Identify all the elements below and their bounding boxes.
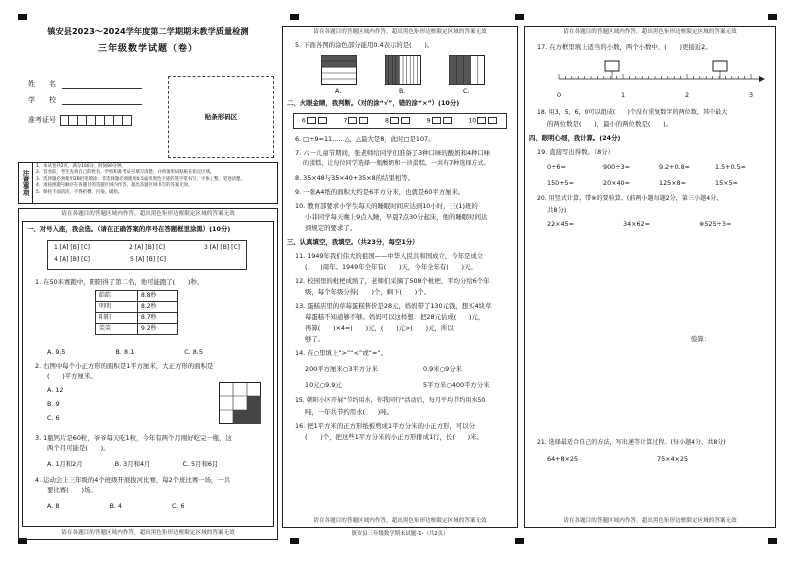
- compare-item[interactable]: 0.9米○9分米: [423, 365, 462, 373]
- school-label: 学 校: [28, 96, 56, 104]
- calc-item: 1.5+0.5=: [715, 163, 747, 171]
- bottom-banner: 请在各题目的答题区域内作答，超出黑色矩形边框限定区域的答案无效: [313, 518, 487, 525]
- judge-number: 8: [385, 117, 389, 125]
- figure-a: [321, 55, 357, 85]
- question-2: 2. 右图中每个小正方形的面积是1平方厘米，大正方形的面积是: [35, 362, 214, 370]
- question-18: 18. 用3，5，6，0可以组成( )个没有重复数字的两位数，其中最大: [537, 109, 728, 116]
- note-1: 1．本试卷共2页，满分100分，时间90分钟。: [36, 164, 126, 169]
- section-2-heading: 二、火眼金睛，我判断。（对的涂“√”，错的涂“×”）(10分): [287, 99, 460, 107]
- question-4-cont: 要比赛( )场。: [47, 486, 97, 494]
- top-banner: 请在各题目的答题区域内作答，超出黑色矩形边框限定区域的答案无效: [563, 29, 737, 35]
- calc-item: 15×5=: [715, 179, 738, 187]
- question-1: 1. 在50米赛跑中，阳阳得了第二名，他可能跑了( )秒。: [35, 278, 204, 286]
- vertical-calc-item: 34×62=: [623, 220, 650, 228]
- top-banner: 请在各题目的答题区域内作答，超出黑色矩形边框限定区域的答案无效: [313, 29, 487, 35]
- column-3: [524, 26, 776, 528]
- question-7-cont: 的蛋糕，让每位同学选择一瓶酸奶和一块蛋糕，一共有7种选择方式。: [303, 160, 490, 167]
- question-12: 12. 校园里的枇杷成熟了，老师们采摘了508个枇杷，平均分给6个年: [295, 277, 490, 285]
- question-14: 14. 在○里填上“>”“<”或“=”。: [295, 349, 388, 357]
- name-field[interactable]: [62, 88, 142, 89]
- section-3-heading: 三、认真填空，我填空。（共23分，每空1分）: [287, 238, 419, 246]
- option-c: C. 6: [172, 502, 185, 510]
- column-1: [18, 26, 278, 537]
- question-16: 16. 把1平方米的正方形纸板剪成1平方分米的小正方形，可以分: [295, 422, 476, 430]
- option-a: A. 9.5: [47, 348, 66, 356]
- question-15: 15. 朝阳小区开展“节约用水，你我同行”活动后，每月平均节约用水50: [295, 397, 486, 404]
- vertical-calc-item: ※525÷3=: [699, 220, 732, 228]
- section-4-heading: 四、眼明心细，我计算。(24分): [529, 134, 621, 142]
- figure-c: [449, 55, 485, 85]
- registration-mark: [18, 14, 27, 20]
- square-figure: [219, 382, 261, 424]
- student-info: [28, 80, 158, 128]
- bottom-banner: 请在各题目的答题区域内作答，超出黑色矩形边框限定区域的答案无效: [61, 530, 235, 537]
- registration-mark: [290, 538, 299, 544]
- question-6: 6. □÷9=11……△，△最大是8，此时□是107。: [295, 135, 435, 143]
- question-13-cont: 莓蛋糕不知道够不够。妈妈可以这样想：把28元估成( )元，: [305, 313, 485, 321]
- question-12-cont: 级，每个年级分得( )个，剩下( )个。: [305, 288, 431, 296]
- tick-label: 2: [685, 91, 690, 99]
- figure-a-label: A.: [335, 87, 342, 95]
- exam-id-label: 准考证号: [28, 115, 56, 124]
- question-4-options: [47, 502, 273, 510]
- compare-item[interactable]: 10元○9.9元: [305, 381, 342, 389]
- figure-b: [385, 55, 421, 85]
- barcode-area: [168, 76, 274, 158]
- calc-row: [547, 163, 775, 171]
- vertical-calc-item: 22×45=: [547, 220, 574, 228]
- registration-mark: [768, 538, 777, 544]
- judge-number: 7: [343, 117, 348, 125]
- choice-row[interactable]: 5 [A] [B] [C]: [130, 256, 166, 263]
- registration-mark: [515, 14, 524, 20]
- question-11: 11. 1949年我们伟大的祖国——中华人民共和国成立，今年是成立: [295, 252, 484, 260]
- question-16-cont: ( )个，把这些1平方分米的小正方形排成1行，长( )米。: [305, 433, 483, 441]
- question-4: 4. 运动会上三年级的4个班级开展拔河比赛，每2个班比赛一场，一共: [35, 476, 231, 484]
- compare-item[interactable]: 5平方米○400平方分米: [423, 381, 490, 389]
- question-10: 10. 教育部要求小学生每天的睡眠时间应达到10小时，三(1)班的: [295, 202, 478, 210]
- judge-number: 6: [301, 117, 306, 125]
- tick-label: 1: [621, 91, 626, 99]
- judge-answer-box[interactable]: [293, 113, 507, 129]
- question-13-cont2: 再算( )×4=( )元，( )元>( )元，所以: [305, 324, 454, 332]
- note-2: 2．答卷前，考生先将自己的姓名、学校和准考证号填写清楚，并将条形码粘贴在指定区域。: [36, 170, 215, 176]
- calc-row: [547, 179, 775, 187]
- question-13-cont3: 够了。: [305, 335, 325, 343]
- bottom-banner: 请在各题目的答题区域内作答，超出黑色矩形边框限定区域的答案无效: [563, 518, 737, 525]
- exam-title: 镇安县2023～2024学年度第二学期期末教学质量检测: [47, 26, 249, 36]
- registration-mark: [515, 538, 524, 544]
- option-b: B. 4: [109, 502, 122, 510]
- note-5: 5．保持卡面清洁，不得折叠、污染、破损。: [36, 189, 123, 195]
- tick-label: 3: [749, 91, 754, 99]
- question-3-options: [47, 460, 273, 468]
- top-banner: 请在各题目的答题区域内作答，超出黑色矩形边框限定区域的答案无效: [61, 211, 235, 217]
- option-b: B. 9: [47, 400, 60, 408]
- question-13: 13. 蛋糕店里的草莓蛋糕售价是28元，妈妈带了130元钱，想买4块草: [295, 302, 492, 310]
- calc-item: 0÷6=: [547, 163, 566, 171]
- option-b: B. 3月和4月: [114, 460, 151, 468]
- question-5: 5. 下面各图的涂色部分能用0.4表示的是( )。: [295, 41, 434, 49]
- calc-item: 9.2+0.8=: [659, 163, 691, 171]
- question-10-cont2: 到规定的要求了。: [305, 224, 357, 232]
- note-3: 3．选择题必须使用2B铅笔填涂；非选择题必须使用0.5毫米黑色字迹的签字笔书写，字体工整，笔迹清楚。: [36, 176, 245, 182]
- choice-row[interactable]: 1 [A] [B] [C]: [54, 244, 90, 251]
- question-19: 19. 直接写出得数。（8分）: [537, 148, 614, 156]
- question-18-cont: 的两位数是( )，最小的两位数是( )。: [547, 120, 673, 128]
- notes-label: 注意事项: [19, 163, 33, 203]
- question-15-cont: 吨，一年共节约用水( )吨。: [305, 408, 394, 416]
- question-7: 7. 六一儿童节期间，张老师给同学们准备了3种口味的酸奶和4种口味: [295, 149, 491, 157]
- vertical-calc-row: [547, 220, 775, 228]
- exam-id-boxes[interactable]: [60, 115, 132, 126]
- option-a: A. 8: [47, 502, 60, 510]
- calc-item: 900÷3=: [603, 163, 630, 171]
- section-1-heading: 一、对号入座，我会选。（请在正确答案的序号在答题框里涂黑）(10分): [27, 225, 231, 233]
- figure-b-label: B.: [399, 87, 406, 95]
- name-label: 姓 名: [28, 80, 56, 88]
- school-field[interactable]: [62, 104, 142, 105]
- race-table: 皓皓 8.8秒 明明 8.2秒 阳阳 8.7秒 笑笑 9.2秒: [95, 290, 178, 335]
- judge-number: 10: [468, 117, 477, 125]
- stepwise-row: [547, 455, 775, 463]
- option-c: C. 5月和6月: [182, 460, 219, 468]
- option-b: B. 8.1: [115, 348, 135, 356]
- question-10-cont: 小菲同学每天晚上9点入睡，早晨7点30分起床，他的睡眠时间达: [305, 213, 488, 221]
- question-17: 17. 在方框里填上适当的小数，两个小数中，( )更接近2。: [537, 43, 712, 51]
- exam-subtitle: 三年级数学试题（卷）: [97, 44, 198, 55]
- stepwise-item: 75×4×25: [657, 455, 689, 463]
- option-c: C. 6: [47, 414, 60, 422]
- answer-region-1: [18, 208, 278, 540]
- column-2: [282, 26, 518, 528]
- registration-mark: [768, 14, 777, 20]
- question-8: 8. 35×48与35×40+35×8的结果相等。: [295, 174, 415, 182]
- question-20-cont: 共8分): [547, 206, 567, 214]
- tick-label: 0: [557, 91, 562, 99]
- option-a: A. 12: [47, 386, 64, 394]
- question-1-options: [47, 348, 273, 356]
- question-21: 21. 选择最适合自己的方法，写出递等计算过程。(每小题4分，共8分): [537, 439, 726, 446]
- question-11-cont: ( )周年。1949年全年有( )天，今年全年有( )天。: [305, 263, 477, 271]
- barcode-label: 贴条形码区: [204, 112, 238, 121]
- calc-item: 125×8=: [659, 179, 686, 187]
- question-3-cont: 两个月可能是( )。: [47, 444, 110, 452]
- compare-item[interactable]: 200平方厘米○3平方分米: [305, 365, 378, 373]
- option-a: A. 1月和2月: [47, 460, 83, 468]
- question-3: 3. 1瓶钙片是60粒，爷爷每天吃1粒，今年有两个月刚好吃完一瓶，这: [35, 434, 232, 442]
- calc-item: 150+5=: [547, 179, 574, 187]
- number-line: [555, 59, 765, 93]
- notes-box: [18, 162, 278, 204]
- question-9: 9. 一张A4纸的面积大约是6平方分米，也就是60平方厘米。: [295, 188, 465, 196]
- page-footer: 镇安县三年级数学期末试题-1-（共2页）: [351, 531, 449, 537]
- choice-row[interactable]: 4 [A] [B] [C]: [54, 256, 90, 263]
- note-4: 4．请按照题号顺序在各题目的答题区域内作答，超出答题区域书写的答案无效。: [36, 183, 193, 189]
- choice-answer-box[interactable]: [47, 240, 247, 270]
- question-20: 20. 用竖式计算，带※的要验算。(前两小题每题2分，第三小题4分，: [537, 195, 723, 202]
- judge-number: 9: [426, 117, 431, 125]
- choice-row[interactable]: 2 [A] [B] [C]: [129, 244, 165, 251]
- check-label: 验算：: [691, 335, 711, 343]
- figure-c-label: C.: [463, 87, 470, 95]
- question-2-cont: ( )平方厘米。: [47, 372, 97, 380]
- registration-mark: [290, 14, 299, 20]
- choice-row[interactable]: 3 [A] [B] [C]: [204, 244, 240, 251]
- option-c: C. 8.5: [184, 348, 203, 356]
- stepwise-item: 64+8×25: [547, 455, 579, 463]
- calc-item: 20×40=: [603, 179, 630, 187]
